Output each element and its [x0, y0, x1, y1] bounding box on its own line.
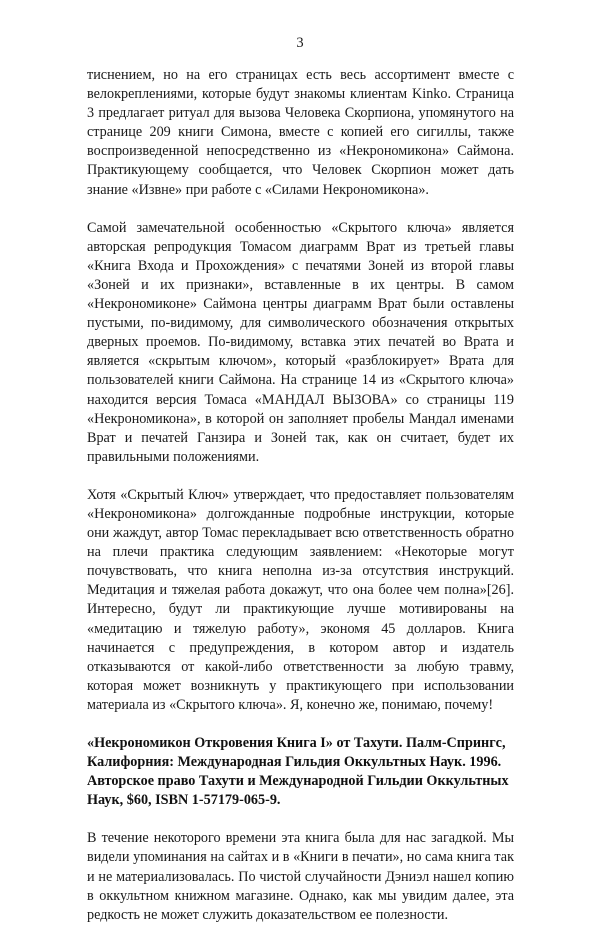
paragraph-5: В течение некоторого времени эта книга была для нас загадкой. Мы видели упоминания на сайтах и в «Книги в печати», но сама книга так и не материализовалась. По чистой случайности Дэниэл нашел копию в оккультном книжном магазине. Однако, как мы увидим далее, эта редкость не может служить доказательством ее полезности. [87, 830, 514, 923]
page-body [87, 66, 514, 925]
page-number: 3 [296, 35, 304, 51]
book-citation-heading: «Некрономикон Откровения Книга I» от Тахути. Палм-Спрингс, Калифорния: Международная Гильдия Оккультных Наук. 1996. Авторское право Тахути и Международной Гильдии Оккультных Наук, $60, ISBN 1-57179-065-9. [87, 735, 509, 809]
paragraph-2: Самой замечательной особенностью «Скрытого ключа» является авторская репродукция Томасом диаграмм Врат из третьей главы «Книга Входа и Прохождения» с печатями Зоней из второй главы «Зоней и их признаки», вставленные в их центры. В самом «Некрономиконе» Саймона центры диаграмм Врат были оставлены пустыми, по-видимому, для символического обозначения открытых дверных проемов. По-видимому, вставка этих печатей во Врата и является «скрытым ключом», который «разблокирует» Врата для пользователей книги Саймона. На странице 14 из «Скрытого ключа» находится версия Томаса «МАНДАЛ ВЫЗОВА» со страницы 119 «Некрономикона», в которой он заполняет пробелы Мандал именами Врат и печатей Ганзира и Зоней так, как он считает, будет их правильными положениями. [87, 219, 514, 465]
paragraph-1: тиснением, но на его страницах есть весь ассортимент вместе с велокреплениями, которые будут знакомы клиентам Kinko. Страница 3 предлагает ритуал для вызова Человека Скорпиона, упомянутого на странице 209 книги Симона, вместе с копией его сигиллы, также воспроизведенной непосредственно из «Некрономикона» Саймона. Практикующему сообщается, что Человек Скорпион может дать знание «Извне» при работе с «Силами Некрономикона». [87, 67, 514, 198]
paragraph-3: Хотя «Скрытый Ключ» утверждает, что предоставляет пользователям «Некрономикона» долгожданные подробные инструкции, которые они жаждут, автор Томас перекладывает всю ответственность обратно на плечи практика следующим заявлением: «Некоторые могут почувствовать, что книга неполна из-за отсутствия инструкций. Медитация и тяжелая работа докажут, что она более чем полна»[26]. Интересно, будут ли практикующие лучше мотивированы на «медитацию и тяжелую работу», экономя 45 долларов. Книга начинается с предупреждения, в котором автор и издатель отказываются от какой-либо ответственности за любую травму, которая может возникнуть у практикующего при использовании материала из «Скрытого ключа». Я, конечно же, понимаю, почему! [87, 486, 514, 713]
